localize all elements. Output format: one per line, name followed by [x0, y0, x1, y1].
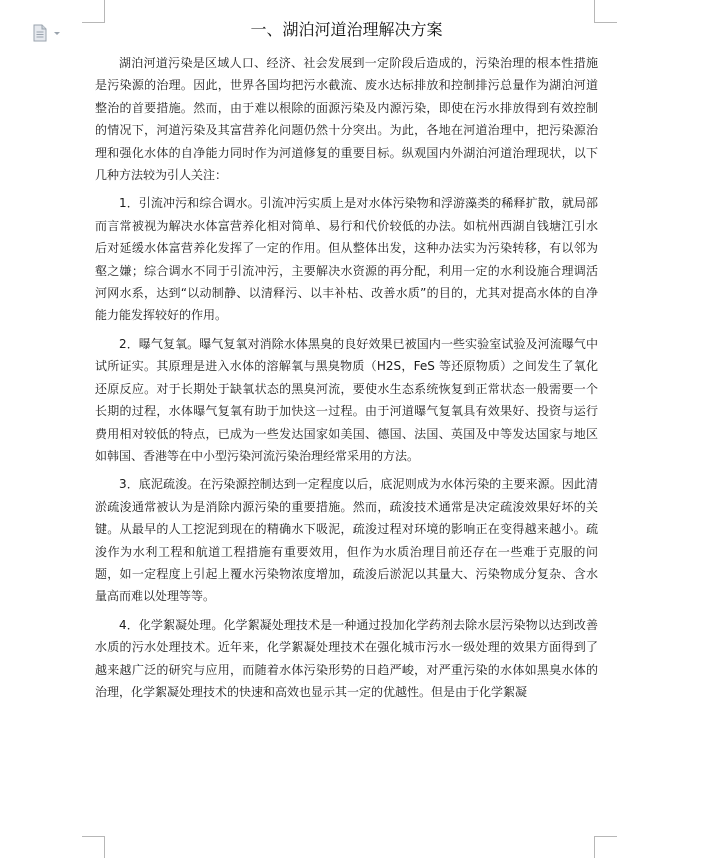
crop-mark-bottom-right — [594, 836, 617, 858]
paragraph-method-1: 1．引流冲污和综合调水。引流冲污实质上是对水体污染物和浮游藻类的稀释扩散，就局部而言常被视为解决水体富营养化相对简单、易行和代价较低的办法。如杭州西湖自钱塘江引水后对延缓水体富营养化发挥了一定的作用。但从整体出发，这种办法实为污染转移，有以邻为壑之嫌；综合调水不同于引流冲污，主要解决水资源的再分配，利用一定的水利设施合理调活河网水系，达到“以动制静、以清释污、以丰补枯、改善水质”的目的，尤其对提高水体的自净能力能发挥较好的作用。 — [95, 196, 598, 323]
document-page — [95, 14, 598, 709]
document-menu[interactable] — [32, 24, 62, 42]
paragraph-method-2: 2．曝气复氧。曝气复氧对消除水体黑臭的良好效果已被国内一些实验室试验及河流曝气中试所证实。其原理是进入水体的溶解氧与黑臭物质（H2S，FeS 等还原物质）之间发生了氧化还原反应。对于长期处于缺氧状态的黑臭河流，要使水生态系统恢复到正常状态一般需要一个长期的过程，水体曝气复氧有助于加快这一过程。由于河道曝气复氧具有效果好、投资与运行费用相对较低的特点，已成为一些发达国家如美国、德国、法国、英国及中等发达国家与地区如韩国、香港等在中小型污染河流污染治理经常采用的方法。 — [95, 336, 598, 463]
paragraph-method-3: 3．底泥疏浚。在污染源控制达到一定程度以后，底泥则成为水体污染的主要来源。因此清淤疏浚通常被认为是消除内源污染的重要措施。然而，疏浚技术通常是决定疏浚效果好坏的关键。从最早的人工挖泥到现在的精确水下吸泥，疏浚过程对环境的影响正在变得越来越小。疏浚作为水利工程和航道工程措施有重要效用，但作为水质治理目前还存在一些难于克服的问题，如一定程度上引起上覆水污染物浓度增加，疏浚后淤泥以其量大、污染物成分复杂、含水量高而难以处理等等。 — [95, 477, 598, 604]
crop-mark-bottom-left — [82, 836, 105, 858]
chevron-down-icon — [52, 28, 62, 38]
paragraph-intro: 湖泊河道污染是区域人口、经济、社会发展到一定阶段后造成的，污染治理的根本性措施是污染源的治理。因此，世界各国均把污水截流、废水达标排放和控制排污总量作为湖泊河道整治的首要措施。然而，由于难以根除的面源污染及内源污染，即使在污水排放得到有效控制的情况下，河道污染及其富营养化问题仍然十分突出。为此，各地在河道治理中，把污染源治理和强化水体的自净能力同时作为河道修复的重要目标。纵观国内外湖泊河道治理现状，以下几种方法较为引人关注： — [95, 56, 598, 183]
document-icon — [32, 24, 48, 42]
document-title: 一、湖泊河道治理解决方案 — [250, 20, 443, 39]
paragraph-method-4: 4．化学絮凝处理。化学絮凝处理技术是一种通过投加化学药剂去除水层污染物以达到改善水质的污水处理技术。近年来，化学絮凝处理技术在强化城市污水一级处理的效果方面得到了越来越广泛的研究与应用，而随着水体污染形势的日趋严峻，对严重污染的水体如黑臭水体的治理，化学絮凝处理技术的快速和高效也显示其一定的优越性。但是由于化学絮凝 — [95, 617, 598, 699]
